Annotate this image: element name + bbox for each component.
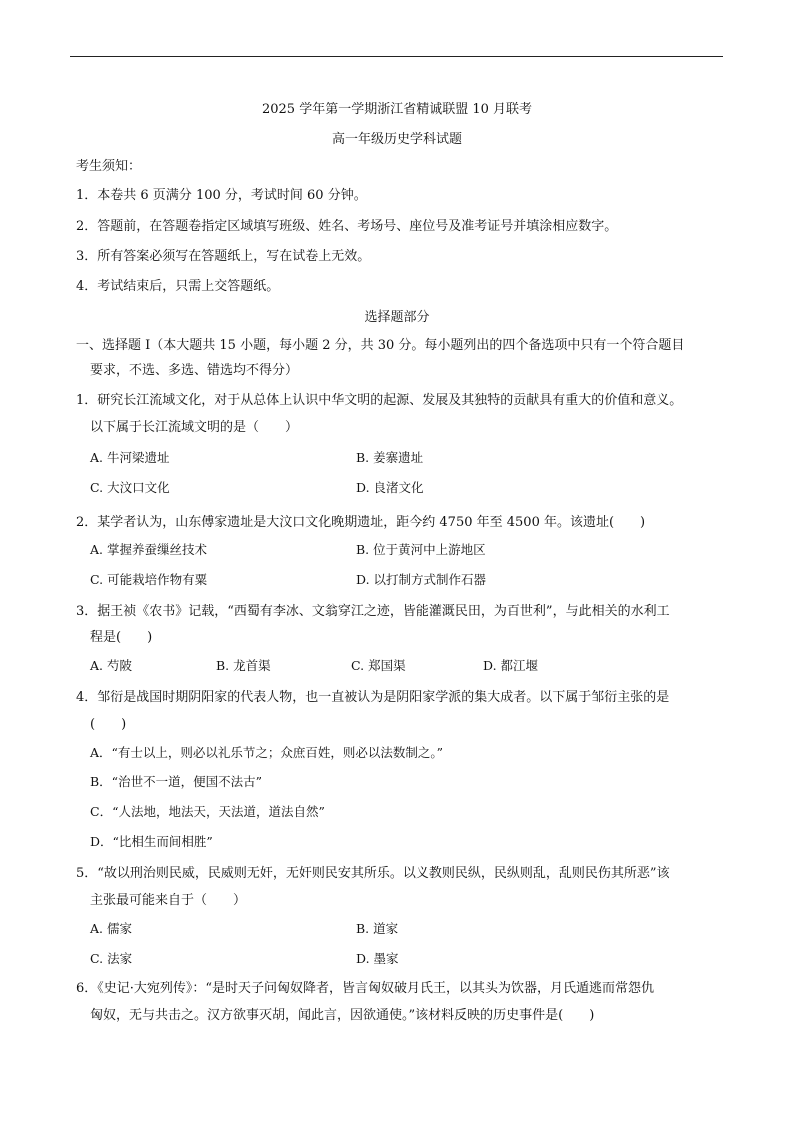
question-option: C. 郑国渠 [351, 658, 406, 673]
question-option: D. 墨家 [356, 951, 399, 966]
question-stem: 3．据王祯《农书》记载，“西蜀有李冰、文翁穿江之迹，皆能灌溉民田，为百世利”，与此相关的水利工 [76, 604, 670, 619]
question-stem: 程是( ) [90, 630, 153, 645]
question-stem: 2．某学者认为，山东傅家遗址是大汶口文化晚期遗址，距今约 4750 年至 4500 年。该遗址( ) [76, 515, 646, 530]
question-stem: 4．邹衍是战国时期阴阳家的代表人物，也一直被认为是阴阳家学派的集大成者。以下属于邹衍主张的是 [76, 690, 670, 705]
question-option: C. 法家 [90, 951, 133, 966]
question-option: B. 姜寨遗址 [356, 450, 424, 465]
question-stem: 匈奴，无与共击之。汉方欲事灭胡，闻此言，因欲通使。”该材料反映的历史事件是( ) [90, 1008, 595, 1023]
notice-item: 4．考试结束后，只需上交答题纸。 [76, 279, 280, 294]
exam-title: 2025 学年第一学期浙江省精诚联盟 10 月联考 [261, 102, 533, 117]
question-option: B. 位于黄河中上游地区 [356, 542, 486, 557]
notice-heading: 考生须知： [76, 159, 142, 174]
question-option: C．“人法地，地法天，天法道，道法自然” [90, 804, 325, 819]
question-option: C. 可能栽培作物有粟 [90, 572, 208, 587]
notice-item: 2．答题前，在答题卷指定区域填写班级、姓名、考场号、座位号及准考证号并填涂相应数字。 [76, 219, 618, 234]
header-rule [70, 56, 723, 57]
question-stem: 6．《史记·大宛列传》：“是时天子问匈奴降者，皆言匈奴破月氏王，以其头为饮器，月氏遁逃而常怨仇 [76, 981, 655, 996]
question-option: A. 儒家 [90, 921, 132, 936]
question-option: D．“比相生而间相胜” [90, 834, 213, 849]
question-stem: 1．研究长江流域文化，对于从总体上认识中华文明的起源、发展及其独特的贡献具有重大的价值和意义。 [76, 393, 683, 408]
question-option: B. 龙首渠 [216, 658, 271, 673]
question-option: B．“治世不一道，便国不法古” [90, 774, 262, 789]
section-title: 选择题部分 [364, 310, 430, 325]
notice-item: 3．所有答案必须写在答题纸上，写在试卷上无效。 [76, 249, 371, 264]
question-stem: ( ) [90, 717, 127, 732]
question-stem: 以下属于长江流域文明的是（ ） [90, 420, 299, 435]
question-stem: 5．“故以刑治则民威，民威则无奸，无奸则民安其所乐。以义教则民纵，民纵则乱，乱则民伤其所恶”该 [76, 866, 670, 881]
section-instruction: 一、选择题 I（本大题共 15 小题，每小题 2 分，共 30 分。每小题列出的四个备选项中只有一个符合题目 [76, 338, 685, 353]
question-option: A. 芍陂 [90, 658, 132, 673]
question-option: D. 良渚文化 [356, 480, 424, 495]
question-option: D. 都江堰 [483, 658, 539, 673]
question-option: A．“有士以上，则必以礼乐节之；众庶百姓，则必以法数制之。” [90, 745, 444, 760]
question-stem: 主张最可能来自于（ ） [90, 893, 247, 908]
section-instruction: 要求，不选、多选、错选均不得分） [90, 363, 299, 378]
subject-title: 高一年级历史学科试题 [331, 132, 462, 147]
notice-item: 1．本卷共 6 页满分 100 分，考试时间 60 分钟。 [76, 188, 367, 203]
question-option: A. 掌握养蚕缫丝技术 [90, 542, 207, 557]
question-option: A. 牛河梁遗址 [90, 450, 170, 465]
question-option: C. 大汶口文化 [90, 480, 170, 495]
question-option: B. 道家 [356, 921, 399, 936]
question-option: D. 以打制方式制作石器 [356, 572, 487, 587]
